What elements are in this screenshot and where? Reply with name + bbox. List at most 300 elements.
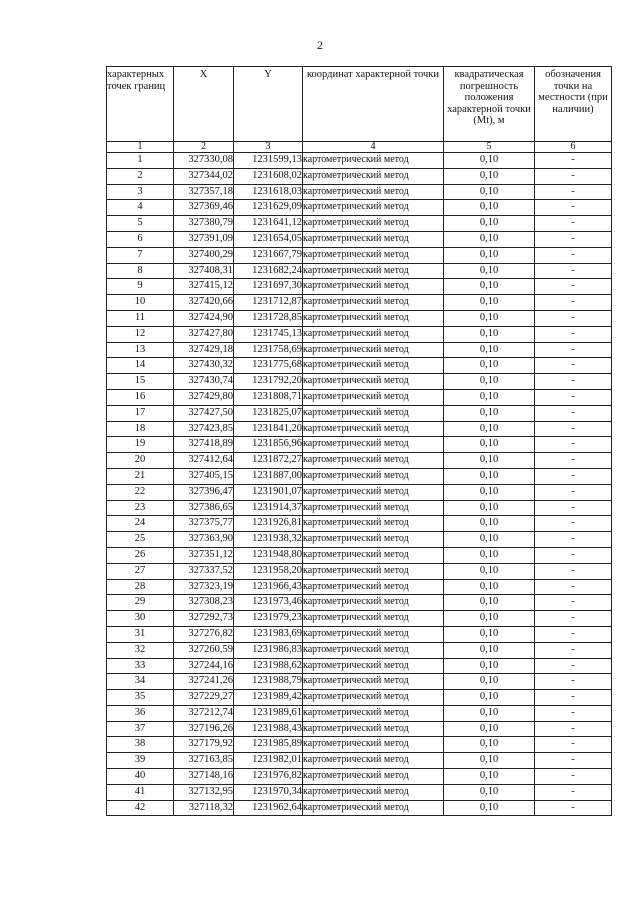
method-cell: картометрический метод bbox=[303, 263, 444, 279]
x-coordinate-cell: 327351,12 bbox=[174, 547, 234, 563]
header-y: Y bbox=[234, 67, 303, 142]
method-cell: картометрический метод bbox=[303, 784, 444, 800]
y-coordinate-cell: 1231618,03 bbox=[234, 184, 303, 200]
mark-cell: - bbox=[535, 216, 612, 232]
method-cell: картометрический метод bbox=[303, 389, 444, 405]
header-error: квадратическая погрешность положения характерной точки (Mt), м bbox=[444, 67, 535, 142]
table-row bbox=[107, 595, 612, 611]
point-number-cell: 37 bbox=[107, 721, 174, 737]
point-number-cell: 16 bbox=[107, 389, 174, 405]
x-coordinate-cell: 327163,85 bbox=[174, 753, 234, 769]
y-coordinate-cell: 1231887,00 bbox=[234, 468, 303, 484]
y-coordinate-cell: 1231973,46 bbox=[234, 595, 303, 611]
y-coordinate-cell: 1231970,34 bbox=[234, 784, 303, 800]
y-coordinate-cell: 1231641,12 bbox=[234, 216, 303, 232]
error-cell: 0,10 bbox=[444, 721, 535, 737]
error-cell: 0,10 bbox=[444, 358, 535, 374]
table-row bbox=[107, 231, 612, 247]
method-cell: картометрический метод bbox=[303, 595, 444, 611]
x-coordinate-cell: 327375,77 bbox=[174, 516, 234, 532]
table-row bbox=[107, 500, 612, 516]
x-coordinate-cell: 327276,82 bbox=[174, 626, 234, 642]
mark-cell: - bbox=[535, 611, 612, 627]
method-cell: картометрический метод bbox=[303, 453, 444, 469]
method-cell: картометрический метод bbox=[303, 800, 444, 816]
method-cell: картометрический метод bbox=[303, 421, 444, 437]
point-number-cell: 39 bbox=[107, 753, 174, 769]
point-number-cell: 9 bbox=[107, 279, 174, 295]
error-cell: 0,10 bbox=[444, 690, 535, 706]
table-row bbox=[107, 642, 612, 658]
y-coordinate-cell: 1231976,82 bbox=[234, 769, 303, 785]
y-coordinate-cell: 1231728,85 bbox=[234, 310, 303, 326]
mark-cell: - bbox=[535, 247, 612, 263]
point-number-cell: 34 bbox=[107, 674, 174, 690]
mark-cell: - bbox=[535, 437, 612, 453]
table-row bbox=[107, 753, 612, 769]
method-cell: картометрический метод bbox=[303, 690, 444, 706]
error-cell: 0,10 bbox=[444, 484, 535, 500]
y-coordinate-cell: 1231808,71 bbox=[234, 389, 303, 405]
point-number-cell: 20 bbox=[107, 453, 174, 469]
point-number-cell: 30 bbox=[107, 611, 174, 627]
mark-cell: - bbox=[535, 279, 612, 295]
point-number-cell: 4 bbox=[107, 200, 174, 216]
table-row bbox=[107, 184, 612, 200]
y-coordinate-cell: 1231599,13 bbox=[234, 153, 303, 169]
point-number-cell: 36 bbox=[107, 705, 174, 721]
method-cell: картометрический метод bbox=[303, 231, 444, 247]
x-coordinate-cell: 327244,16 bbox=[174, 658, 234, 674]
mark-cell: - bbox=[535, 563, 612, 579]
method-cell: картометрический метод bbox=[303, 547, 444, 563]
column-number: 5 bbox=[444, 142, 535, 153]
error-cell: 0,10 bbox=[444, 326, 535, 342]
y-coordinate-cell: 1231989,61 bbox=[234, 705, 303, 721]
point-number-cell: 32 bbox=[107, 642, 174, 658]
point-number-cell: 2 bbox=[107, 168, 174, 184]
error-cell: 0,10 bbox=[444, 800, 535, 816]
y-coordinate-cell: 1231986,83 bbox=[234, 642, 303, 658]
x-coordinate-cell: 327196,26 bbox=[174, 721, 234, 737]
x-coordinate-cell: 327344,02 bbox=[174, 168, 234, 184]
mark-cell: - bbox=[535, 405, 612, 421]
error-cell: 0,10 bbox=[444, 579, 535, 595]
table-row bbox=[107, 279, 612, 295]
error-cell: 0,10 bbox=[444, 769, 535, 785]
table-row bbox=[107, 737, 612, 753]
method-cell: картометрический метод bbox=[303, 563, 444, 579]
y-coordinate-cell: 1231775,68 bbox=[234, 358, 303, 374]
error-cell: 0,10 bbox=[444, 784, 535, 800]
table-row bbox=[107, 216, 612, 232]
header-x: X bbox=[174, 67, 234, 142]
x-coordinate-cell: 327148,16 bbox=[174, 769, 234, 785]
error-cell: 0,10 bbox=[444, 642, 535, 658]
y-coordinate-cell: 1231901,07 bbox=[234, 484, 303, 500]
method-cell: картометрический метод bbox=[303, 168, 444, 184]
mark-cell: - bbox=[535, 532, 612, 548]
y-coordinate-cell: 1231948,80 bbox=[234, 547, 303, 563]
mark-cell: - bbox=[535, 389, 612, 405]
x-coordinate-cell: 327423,85 bbox=[174, 421, 234, 437]
table-row bbox=[107, 453, 612, 469]
error-cell: 0,10 bbox=[444, 674, 535, 690]
mark-cell: - bbox=[535, 342, 612, 358]
point-number-cell: 14 bbox=[107, 358, 174, 374]
x-coordinate-cell: 327429,18 bbox=[174, 342, 234, 358]
method-cell: картометрический метод bbox=[303, 737, 444, 753]
method-cell: картометрический метод bbox=[303, 216, 444, 232]
table-row bbox=[107, 658, 612, 674]
table-row bbox=[107, 563, 612, 579]
mark-cell: - bbox=[535, 579, 612, 595]
y-coordinate-cell: 1231629,09 bbox=[234, 200, 303, 216]
x-coordinate-cell: 327405,15 bbox=[174, 468, 234, 484]
table-row bbox=[107, 721, 612, 737]
x-coordinate-cell: 327330,08 bbox=[174, 153, 234, 169]
method-cell: картометрический метод bbox=[303, 642, 444, 658]
method-cell: картометрический метод bbox=[303, 405, 444, 421]
y-coordinate-cell: 1231825,07 bbox=[234, 405, 303, 421]
error-cell: 0,10 bbox=[444, 437, 535, 453]
table-row bbox=[107, 532, 612, 548]
x-coordinate-cell: 327430,32 bbox=[174, 358, 234, 374]
x-coordinate-cell: 327241,26 bbox=[174, 674, 234, 690]
point-number-cell: 25 bbox=[107, 532, 174, 548]
y-coordinate-cell: 1231697,30 bbox=[234, 279, 303, 295]
point-number-cell: 11 bbox=[107, 310, 174, 326]
point-number-cell: 15 bbox=[107, 374, 174, 390]
x-coordinate-cell: 327427,80 bbox=[174, 326, 234, 342]
mark-cell: - bbox=[535, 547, 612, 563]
mark-cell: - bbox=[535, 263, 612, 279]
error-cell: 0,10 bbox=[444, 247, 535, 263]
table-row bbox=[107, 516, 612, 532]
x-coordinate-cell: 327369,46 bbox=[174, 200, 234, 216]
mark-cell: - bbox=[535, 705, 612, 721]
column-number-row bbox=[107, 142, 612, 153]
x-coordinate-cell: 327420,66 bbox=[174, 295, 234, 311]
error-cell: 0,10 bbox=[444, 500, 535, 516]
mark-cell: - bbox=[535, 231, 612, 247]
point-number-cell: 18 bbox=[107, 421, 174, 437]
error-cell: 0,10 bbox=[444, 374, 535, 390]
error-cell: 0,10 bbox=[444, 263, 535, 279]
mark-cell: - bbox=[535, 737, 612, 753]
point-number-cell: 24 bbox=[107, 516, 174, 532]
error-cell: 0,10 bbox=[444, 753, 535, 769]
x-coordinate-cell: 327408,31 bbox=[174, 263, 234, 279]
table-row bbox=[107, 405, 612, 421]
method-cell: картометрический метод bbox=[303, 374, 444, 390]
x-coordinate-cell: 327229,27 bbox=[174, 690, 234, 706]
error-cell: 0,10 bbox=[444, 153, 535, 169]
method-cell: картометрический метод bbox=[303, 721, 444, 737]
mark-cell: - bbox=[535, 784, 612, 800]
y-coordinate-cell: 1231989,42 bbox=[234, 690, 303, 706]
method-cell: картометрический метод bbox=[303, 658, 444, 674]
error-cell: 0,10 bbox=[444, 295, 535, 311]
method-cell: картометрический метод bbox=[303, 295, 444, 311]
method-cell: картометрический метод bbox=[303, 769, 444, 785]
header-method: координат характерной точки bbox=[303, 67, 444, 142]
mark-cell: - bbox=[535, 690, 612, 706]
mark-cell: - bbox=[535, 674, 612, 690]
error-cell: 0,10 bbox=[444, 421, 535, 437]
method-cell: картометрический метод bbox=[303, 184, 444, 200]
mark-cell: - bbox=[535, 800, 612, 816]
y-coordinate-cell: 1231682,24 bbox=[234, 263, 303, 279]
column-number: 1 bbox=[107, 142, 174, 153]
mark-cell: - bbox=[535, 358, 612, 374]
x-coordinate-cell: 327427,50 bbox=[174, 405, 234, 421]
table-row bbox=[107, 547, 612, 563]
table-row bbox=[107, 784, 612, 800]
column-number: 4 bbox=[303, 142, 444, 153]
method-cell: картометрический метод bbox=[303, 310, 444, 326]
method-cell: картометрический метод bbox=[303, 326, 444, 342]
point-number-cell: 28 bbox=[107, 579, 174, 595]
point-number-cell: 5 bbox=[107, 216, 174, 232]
mark-cell: - bbox=[535, 516, 612, 532]
y-coordinate-cell: 1231712,87 bbox=[234, 295, 303, 311]
point-number-cell: 27 bbox=[107, 563, 174, 579]
error-cell: 0,10 bbox=[444, 737, 535, 753]
table-row bbox=[107, 263, 612, 279]
error-cell: 0,10 bbox=[444, 595, 535, 611]
y-coordinate-cell: 1231872,27 bbox=[234, 453, 303, 469]
table-row bbox=[107, 468, 612, 484]
table-row bbox=[107, 326, 612, 342]
method-cell: картометрический метод bbox=[303, 484, 444, 500]
table-row bbox=[107, 168, 612, 184]
column-number: 6 bbox=[535, 142, 612, 153]
y-coordinate-cell: 1231985,89 bbox=[234, 737, 303, 753]
method-cell: картометрический метод bbox=[303, 753, 444, 769]
x-coordinate-cell: 327118,32 bbox=[174, 800, 234, 816]
method-cell: картометрический метод bbox=[303, 516, 444, 532]
y-coordinate-cell: 1231958,20 bbox=[234, 563, 303, 579]
y-coordinate-cell: 1231988,62 bbox=[234, 658, 303, 674]
x-coordinate-cell: 327415,12 bbox=[174, 279, 234, 295]
mark-cell: - bbox=[535, 168, 612, 184]
x-coordinate-cell: 327363,90 bbox=[174, 532, 234, 548]
x-coordinate-cell: 327132,95 bbox=[174, 784, 234, 800]
error-cell: 0,10 bbox=[444, 658, 535, 674]
method-cell: картометрический метод bbox=[303, 279, 444, 295]
mark-cell: - bbox=[535, 658, 612, 674]
y-coordinate-cell: 1231856,96 bbox=[234, 437, 303, 453]
page-number: 2 bbox=[317, 38, 323, 52]
point-number-cell: 40 bbox=[107, 769, 174, 785]
y-coordinate-cell: 1231608,02 bbox=[234, 168, 303, 184]
coordinates-table bbox=[106, 66, 612, 816]
table-row bbox=[107, 421, 612, 437]
error-cell: 0,10 bbox=[444, 468, 535, 484]
table-row bbox=[107, 674, 612, 690]
table-row bbox=[107, 705, 612, 721]
x-coordinate-cell: 327424,90 bbox=[174, 310, 234, 326]
y-coordinate-cell: 1231745,13 bbox=[234, 326, 303, 342]
point-number-cell: 3 bbox=[107, 184, 174, 200]
point-number-cell: 8 bbox=[107, 263, 174, 279]
method-cell: картометрический метод bbox=[303, 705, 444, 721]
x-coordinate-cell: 327260,59 bbox=[174, 642, 234, 658]
point-number-cell: 19 bbox=[107, 437, 174, 453]
error-cell: 0,10 bbox=[444, 279, 535, 295]
y-coordinate-cell: 1231938,32 bbox=[234, 532, 303, 548]
mark-cell: - bbox=[535, 374, 612, 390]
error-cell: 0,10 bbox=[444, 705, 535, 721]
point-number-cell: 41 bbox=[107, 784, 174, 800]
method-cell: картометрический метод bbox=[303, 532, 444, 548]
y-coordinate-cell: 1231979,23 bbox=[234, 611, 303, 627]
table-row bbox=[107, 374, 612, 390]
point-number-cell: 12 bbox=[107, 326, 174, 342]
error-cell: 0,10 bbox=[444, 563, 535, 579]
method-cell: картометрический метод bbox=[303, 500, 444, 516]
x-coordinate-cell: 327391,09 bbox=[174, 231, 234, 247]
x-coordinate-cell: 327380,79 bbox=[174, 216, 234, 232]
y-coordinate-cell: 1231841,20 bbox=[234, 421, 303, 437]
error-cell: 0,10 bbox=[444, 389, 535, 405]
method-cell: картометрический метод bbox=[303, 247, 444, 263]
point-number-cell: 13 bbox=[107, 342, 174, 358]
table-row bbox=[107, 389, 612, 405]
y-coordinate-cell: 1231654,05 bbox=[234, 231, 303, 247]
mark-cell: - bbox=[535, 721, 612, 737]
x-coordinate-cell: 327396,47 bbox=[174, 484, 234, 500]
table-body bbox=[107, 153, 612, 816]
x-coordinate-cell: 327292,73 bbox=[174, 611, 234, 627]
table-row bbox=[107, 579, 612, 595]
mark-cell: - bbox=[535, 295, 612, 311]
y-coordinate-cell: 1231926,81 bbox=[234, 516, 303, 532]
table-row bbox=[107, 200, 612, 216]
y-coordinate-cell: 1231758,69 bbox=[234, 342, 303, 358]
point-number-cell: 31 bbox=[107, 626, 174, 642]
error-cell: 0,10 bbox=[444, 310, 535, 326]
y-coordinate-cell: 1231966,43 bbox=[234, 579, 303, 595]
point-number-cell: 1 bbox=[107, 153, 174, 169]
table-row bbox=[107, 769, 612, 785]
table-row bbox=[107, 310, 612, 326]
y-coordinate-cell: 1231988,79 bbox=[234, 674, 303, 690]
mark-cell: - bbox=[535, 200, 612, 216]
x-coordinate-cell: 327337,52 bbox=[174, 563, 234, 579]
mark-cell: - bbox=[535, 753, 612, 769]
point-number-cell: 23 bbox=[107, 500, 174, 516]
mark-cell: - bbox=[535, 626, 612, 642]
error-cell: 0,10 bbox=[444, 405, 535, 421]
error-cell: 0,10 bbox=[444, 200, 535, 216]
error-cell: 0,10 bbox=[444, 626, 535, 642]
error-cell: 0,10 bbox=[444, 342, 535, 358]
table-row bbox=[107, 626, 612, 642]
x-coordinate-cell: 327179,92 bbox=[174, 737, 234, 753]
y-coordinate-cell: 1231962,64 bbox=[234, 800, 303, 816]
y-coordinate-cell: 1231988,43 bbox=[234, 721, 303, 737]
x-coordinate-cell: 327412,64 bbox=[174, 453, 234, 469]
x-coordinate-cell: 327429,80 bbox=[174, 389, 234, 405]
header-point-number: характерных точек границ bbox=[107, 67, 174, 142]
point-number-cell: 21 bbox=[107, 468, 174, 484]
error-cell: 0,10 bbox=[444, 453, 535, 469]
x-coordinate-cell: 327418,89 bbox=[174, 437, 234, 453]
table-row bbox=[107, 295, 612, 311]
y-coordinate-cell: 1231914,37 bbox=[234, 500, 303, 516]
point-number-cell: 29 bbox=[107, 595, 174, 611]
mark-cell: - bbox=[535, 153, 612, 169]
x-coordinate-cell: 327357,18 bbox=[174, 184, 234, 200]
x-coordinate-cell: 327308,23 bbox=[174, 595, 234, 611]
method-cell: картометрический метод bbox=[303, 200, 444, 216]
mark-cell: - bbox=[535, 642, 612, 658]
y-coordinate-cell: 1231982,01 bbox=[234, 753, 303, 769]
mark-cell: - bbox=[535, 468, 612, 484]
point-number-cell: 10 bbox=[107, 295, 174, 311]
header-mark: обозначения точки на местности (при наличии) bbox=[535, 67, 612, 142]
error-cell: 0,10 bbox=[444, 184, 535, 200]
error-cell: 0,10 bbox=[444, 547, 535, 563]
error-cell: 0,10 bbox=[444, 231, 535, 247]
point-number-cell: 17 bbox=[107, 405, 174, 421]
point-number-cell: 42 bbox=[107, 800, 174, 816]
table-row bbox=[107, 690, 612, 706]
mark-cell: - bbox=[535, 500, 612, 516]
point-number-cell: 38 bbox=[107, 737, 174, 753]
mark-cell: - bbox=[535, 453, 612, 469]
x-coordinate-cell: 327386,65 bbox=[174, 500, 234, 516]
y-coordinate-cell: 1231983,69 bbox=[234, 626, 303, 642]
method-cell: картометрический метод bbox=[303, 468, 444, 484]
column-number: 2 bbox=[174, 142, 234, 153]
table-row bbox=[107, 358, 612, 374]
x-coordinate-cell: 327400,29 bbox=[174, 247, 234, 263]
table-row bbox=[107, 153, 612, 169]
table-row bbox=[107, 484, 612, 500]
error-cell: 0,10 bbox=[444, 216, 535, 232]
error-cell: 0,10 bbox=[444, 532, 535, 548]
table-row bbox=[107, 800, 612, 816]
point-number-cell: 26 bbox=[107, 547, 174, 563]
column-number: 3 bbox=[234, 142, 303, 153]
table-row bbox=[107, 437, 612, 453]
point-number-cell: 7 bbox=[107, 247, 174, 263]
error-cell: 0,10 bbox=[444, 516, 535, 532]
point-number-cell: 33 bbox=[107, 658, 174, 674]
header-row bbox=[107, 67, 612, 142]
table-row bbox=[107, 611, 612, 627]
point-number-cell: 6 bbox=[107, 231, 174, 247]
mark-cell: - bbox=[535, 421, 612, 437]
mark-cell: - bbox=[535, 184, 612, 200]
method-cell: картометрический метод bbox=[303, 342, 444, 358]
x-coordinate-cell: 327323,19 bbox=[174, 579, 234, 595]
mark-cell: - bbox=[535, 595, 612, 611]
method-cell: картометрический метод bbox=[303, 674, 444, 690]
mark-cell: - bbox=[535, 769, 612, 785]
method-cell: картометрический метод bbox=[303, 626, 444, 642]
x-coordinate-cell: 327212,74 bbox=[174, 705, 234, 721]
mark-cell: - bbox=[535, 310, 612, 326]
method-cell: картометрический метод bbox=[303, 358, 444, 374]
y-coordinate-cell: 1231667,79 bbox=[234, 247, 303, 263]
y-coordinate-cell: 1231792,20 bbox=[234, 374, 303, 390]
method-cell: картометрический метод bbox=[303, 611, 444, 627]
table-row bbox=[107, 247, 612, 263]
